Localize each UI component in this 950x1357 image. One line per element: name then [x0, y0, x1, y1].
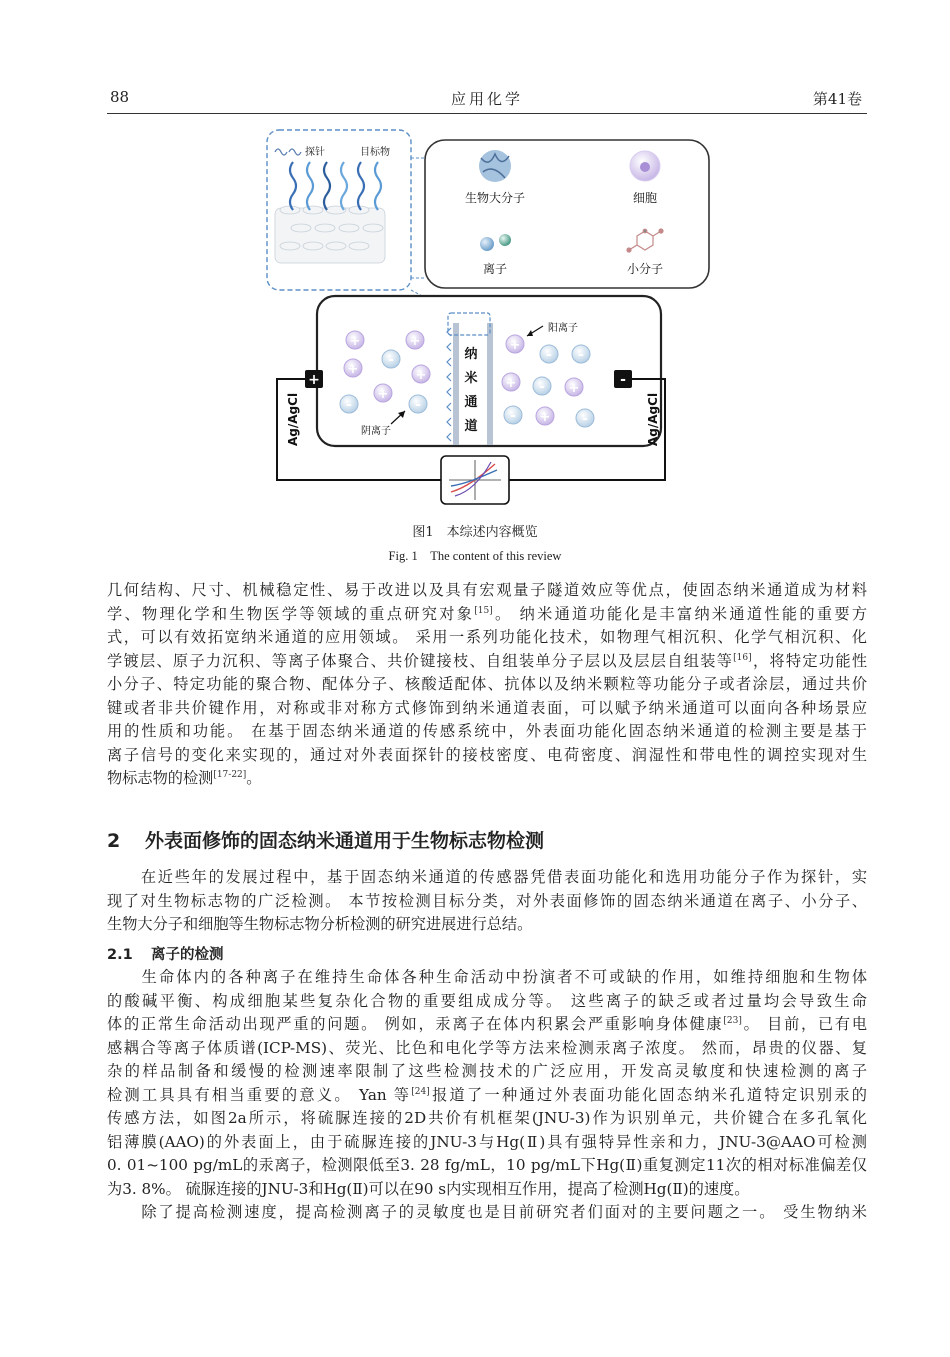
- negative-sign: -: [620, 372, 626, 388]
- ion-label: 离子: [482, 262, 508, 276]
- text-line: 学镀层、原子力沉积、等离子体聚合、共价键接枝、自组装单分子层以及层层自组装等[16]，将特定功能性: [107, 651, 868, 670]
- figure-caption-cn: 图1 本综述内容概览: [412, 525, 538, 540]
- channel-char-4: 道: [464, 419, 478, 434]
- cation-label: 阳离子: [548, 323, 578, 334]
- target-label: 目标物: [360, 147, 390, 158]
- paragraph-1: [107, 579, 867, 791]
- text-line: 0. 01~100 pg/mL的汞离子，检测限低至3. 28 fg/mL，10 pg/mL下Hg(Ⅱ)重复测定11次的相对标准偏差仅: [107, 1156, 867, 1174]
- probe-strands: [290, 162, 381, 210]
- electrode-right-label: Ag/AgCl: [646, 392, 660, 446]
- svg-text:-: -: [582, 411, 588, 427]
- page-number: 88: [110, 88, 130, 106]
- channel-char-1: 纳: [464, 347, 478, 362]
- text-line: 物标志物的检测[17-22]。: [107, 769, 262, 787]
- biomacromolecule-label: 生物大分子: [464, 191, 526, 205]
- citation: [15]: [474, 605, 493, 616]
- section-2-1-heading: [107, 943, 224, 964]
- text-line: 键或者非共价键作用，对称或非对称方式修饰到纳米通道表面，可以赋予纳米通道可以面向各种场景应: [107, 698, 867, 717]
- section-number: 2: [107, 830, 121, 852]
- target-box: [425, 140, 709, 288]
- svg-text:-: -: [539, 379, 545, 395]
- subsection-number: 2.1: [107, 947, 133, 963]
- svg-text:-: -: [415, 397, 421, 413]
- svg-text:+: +: [409, 334, 421, 349]
- text-line: 在近些年的发展过程中，基于固态纳米通道的传感器凭借表面功能化和选用功能分子作为探针，实: [107, 868, 867, 886]
- citation: [24]: [411, 1086, 430, 1097]
- svg-text:+: +: [347, 362, 359, 377]
- text-line: 为3. 8%。 硫脲连接的JNU-3和Hg(Ⅱ)可以在90 s内实现相互作用，提高了检测Hg(Ⅱ)的速度。: [107, 1179, 750, 1198]
- svg-text:-: -: [578, 347, 584, 363]
- volume-label: 第41卷: [812, 90, 862, 108]
- svg-text:-: -: [546, 347, 552, 363]
- channel-char-3: 通: [464, 395, 478, 410]
- citation: [17-22]: [213, 769, 247, 780]
- paragraph-2: [107, 866, 867, 937]
- text-line: 几何结构、尺寸、机械稳定性、易于改进以及具有宏观量子隧道效应等优点，使固态纳米通道成为材料: [107, 581, 867, 599]
- electrode-left-label: Ag/AgCl: [286, 392, 300, 446]
- svg-text:+: +: [568, 381, 580, 396]
- subsection-title: 离子的检测: [151, 947, 224, 963]
- cell-label: 细胞: [632, 191, 658, 205]
- probe-legend-icon: [275, 149, 301, 155]
- figure-1: [265, 128, 715, 518]
- svg-text:+: +: [349, 334, 361, 349]
- text-line: 现了对生物标志物的广泛检测。 本节按检测目标分类，对外表面修饰的固态纳米通道在离子、小分子、: [107, 891, 867, 910]
- text-line: 用的性质和功能。 在基于固态纳米通道的传感系统中，外表面功能化固态纳米通道的检测主要是基于: [107, 722, 867, 740]
- text-line: 体的正常生命活动出现严重的问题。 例如，汞离子在体内积累会严重影响身体健康[23]。 目前，已有电: [107, 1015, 868, 1033]
- svg-text:+: +: [377, 387, 389, 402]
- citation: [23]: [723, 1015, 742, 1026]
- text-line: 杂的样品制备和缓慢的检测速率限制了这些检测技术的广泛应用，开发高灵敏度和快速检测的离子: [107, 1062, 867, 1080]
- text-line: 的酸碱平衡、构成细胞某些复杂化合物的重要组成成分等。 这些离子的缺乏或者过量均会导致生命: [107, 991, 867, 1010]
- text-line: 检测工具具有相当重要的意义。 Yan 等[24]报道了一种通过外表面功能化固态纳米孔道特定识别汞的: [107, 1085, 867, 1104]
- text-line: 生命体内的各种离子在维持生命体各种生命活动中扮演者不可或缺的作用，如维持细胞和生物体: [107, 968, 867, 986]
- ion-icon: [480, 237, 494, 251]
- text-line: 小分子、特定功能的聚合物、配体分子、核酸适配体、抗体以及纳米颗粒等功能分子或者涂层，通过共价: [107, 675, 867, 693]
- svg-text:+: +: [505, 376, 517, 391]
- svg-text:-: -: [346, 397, 352, 413]
- membrane-icon: [275, 206, 385, 263]
- svg-text:+: +: [415, 368, 427, 383]
- text-line: 生物大分子和细胞等生物标志物分析检测的研究进展进行总结。: [107, 915, 533, 933]
- section-title: 外表面修饰的固态纳米通道用于生物标志物检测: [145, 830, 545, 852]
- figure-caption-en: Fig. 1 The content of this review: [388, 549, 562, 563]
- text-line: 感耦合等离子体质谱(ICP-MS)、荧光、比色和电化学等方法来检测汞离子浓度。 然而，昂贵的仪器、复: [107, 1038, 867, 1057]
- journal-title: 应用化学: [450, 90, 523, 108]
- svg-text:+: +: [509, 338, 521, 353]
- protein-icon: [479, 150, 511, 182]
- anion-label: 阴离子: [361, 426, 391, 437]
- small-molecule-label: 小分子: [626, 262, 664, 276]
- page-header: [107, 83, 867, 114]
- paragraph-3: [107, 966, 867, 1225]
- section-2-heading: [107, 826, 544, 853]
- svg-text:-: -: [510, 408, 516, 424]
- channel-char-2: 米: [464, 371, 478, 386]
- text-line: 式，可以有效拓宽纳米通道的应用领域。 采用一系列功能化技术，如物理气相沉积、化学气相沉积、化: [107, 628, 867, 646]
- svg-text:+: +: [539, 410, 551, 425]
- text-line: 离子信号的变化来实现的，通过对外表面探针的接枝密度、电荷密度、润湿性和带电性的调控实现对生: [107, 745, 867, 764]
- svg-text:-: -: [388, 352, 394, 368]
- citation: [16]: [733, 652, 752, 663]
- text-line: 除了提高检测速度，提高检测离子的灵敏度也是目前研究者们面对的主要问题之一。 受生物纳米: [107, 1203, 867, 1221]
- text-line: 学、物理化学和生物医学等领域的重点研究对象[15]。 纳米通道功能化是丰富纳米通道性能的重要方: [107, 604, 868, 623]
- text-line: 传感方法，如图2a所示，将硫脲连接的2D共价有机框架(JNU-3)作为识别单元，共价键合在多孔氧化: [107, 1109, 867, 1127]
- text-line: 铝薄膜(AAO)的外表面上，由于硫脲连接的JNU-3与Hg(Ⅱ)具有强特异性亲和力，JNU-3@AAO可检测: [107, 1132, 867, 1151]
- positive-sign: +: [308, 372, 320, 388]
- probe-label: 探针: [305, 147, 325, 158]
